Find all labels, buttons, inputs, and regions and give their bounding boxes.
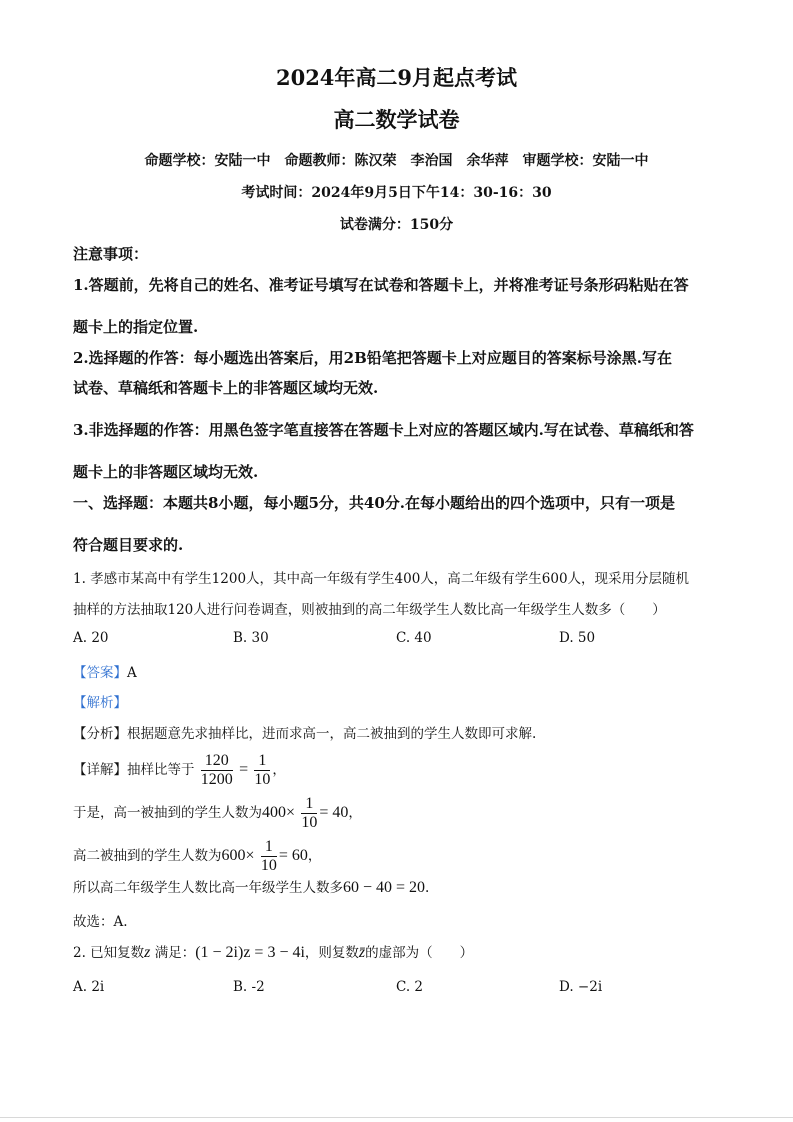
fraction-numerator: 1 bbox=[254, 752, 270, 771]
q2-equation: (1 − 2i)z = 3 − 4i bbox=[195, 944, 305, 961]
fenxi-tag: 【分析】 bbox=[73, 726, 127, 742]
fraction-numerator: 1 bbox=[261, 838, 277, 857]
note-3-line-1: 3.非选择题的作答：用黑色签字笔直接答在答题卡上对应的答题区域内.写在试卷、草稿纸和答 bbox=[73, 421, 694, 439]
note-2-line-2: 试卷、草稿纸和答题卡上的非答题区域均无效. bbox=[73, 379, 379, 397]
note-1-line-1: 1.答题前，先将自己的姓名、准考证号填写在试卷和答题卡上，并将准考证号条形码粘贴在答 bbox=[73, 276, 689, 294]
note-2-line-1: 2.选择题的作答：每小题选出答案后，用2B铅笔把答题卡上对应题目的答案标号涂黑.写在 bbox=[73, 349, 673, 367]
q1-conclusion: 故选：A. bbox=[73, 914, 128, 930]
fenxi-text: 根据题意先求抽样比，进而求高一，高二被抽到的学生人数即可求解. bbox=[127, 726, 537, 742]
section-1-line-1: 一、选择题：本题共8小题，每小题5分，共40分.在每小题给出的四个选项中，只有一项是 bbox=[73, 494, 675, 512]
q1-step-3 bbox=[73, 838, 321, 875]
step-3-text: 高二被抽到的学生人数为 bbox=[73, 848, 222, 864]
answer-tag: 【答案】 bbox=[73, 665, 127, 681]
q2-stem bbox=[73, 941, 473, 962]
exam-title: 2024年高二9月起点考试 bbox=[275, 65, 518, 90]
q2-var-zbar: z̄ bbox=[358, 944, 366, 961]
q2-stem-mid2: ，则复数 bbox=[304, 945, 359, 961]
q1-fenxi-line bbox=[73, 722, 536, 742]
q1-stem-line-1: 1. 孝感市某高中有学生1200人，其中高一年级有学生400人，高二年级有学生600人，现采用分层随机 bbox=[73, 571, 690, 587]
comma: ， bbox=[272, 762, 286, 778]
q1-option-a: A. 20 bbox=[73, 630, 109, 646]
q2-option-a: A. 2i bbox=[73, 979, 105, 995]
step-2-text: 于是，高一被抽到的学生人数为 bbox=[73, 805, 262, 821]
q2-stem-prefix: 2. 已知复数 bbox=[73, 945, 145, 961]
comma: ， bbox=[307, 848, 322, 864]
xiangjie-text: 抽样比等于 bbox=[127, 762, 195, 778]
step-3-lhs: 600× bbox=[221, 847, 255, 864]
equals-sign: = bbox=[239, 761, 249, 778]
section-1-line-2: 符合题目要求的. bbox=[73, 536, 184, 554]
fraction-denominator: 10 bbox=[301, 814, 318, 831]
q2-var-z: z bbox=[144, 944, 151, 961]
q1-xiangjie-line bbox=[73, 752, 286, 789]
exam-time: 考试时间：2024年9月5日下午14：30-16：30 bbox=[241, 185, 552, 201]
q1-step-2 bbox=[73, 795, 362, 832]
step-2-lhs: 400× bbox=[262, 804, 296, 821]
page-bottom-divider bbox=[0, 1117, 793, 1118]
fraction-1-over-10 bbox=[261, 838, 277, 875]
fraction-numerator: 1 bbox=[301, 795, 317, 814]
q1-option-d: D. 50 bbox=[559, 630, 596, 646]
xiangjie-tag: 【详解】 bbox=[73, 762, 127, 778]
fraction-1-over-10 bbox=[301, 795, 317, 832]
q2-option-d: D. −2i bbox=[559, 979, 603, 995]
exam-subtitle: 高二数学试卷 bbox=[333, 107, 460, 132]
note-3-line-2: 题卡上的非答题区域均无效. bbox=[73, 463, 259, 481]
full-score: 试卷满分：150分 bbox=[339, 217, 454, 233]
fraction-denominator: 10 bbox=[254, 771, 271, 788]
period: . bbox=[425, 880, 430, 896]
comma: ， bbox=[348, 805, 362, 821]
q1-option-b: B. 30 bbox=[233, 630, 269, 646]
q1-step-4 bbox=[73, 876, 429, 897]
q2-option-b: B. -2 bbox=[233, 979, 265, 995]
fraction-denominator: 10 bbox=[260, 857, 277, 874]
fraction-1-over-10 bbox=[254, 752, 270, 789]
step-3-rhs: = 60 bbox=[278, 847, 308, 864]
q1-option-c: C. 40 bbox=[396, 630, 432, 646]
note-1-line-2: 题卡上的指定位置. bbox=[73, 318, 199, 336]
authors-line: 命题学校：安陆一中 命题教师：陈汉荣 李治国 余华萍 审题学校：安陆一中 bbox=[144, 153, 649, 169]
step-2-rhs: = 40 bbox=[319, 804, 349, 821]
analysis-tag: 【解析】 bbox=[73, 695, 127, 711]
fraction-denominator: 1200 bbox=[200, 771, 233, 788]
answer-value: A bbox=[127, 665, 137, 681]
step-4-math: 60 − 40 = 20 bbox=[343, 879, 426, 896]
q2-stem-mid: 满足： bbox=[154, 945, 196, 961]
fraction-numerator: 120 bbox=[201, 752, 233, 771]
notes-heading: 注意事项： bbox=[73, 245, 149, 263]
q2-option-c: C. 2 bbox=[396, 979, 424, 995]
q1-answer-line bbox=[73, 661, 137, 681]
fraction-120-over-1200 bbox=[201, 752, 233, 789]
q1-stem-line-2: 抽样的方法抽取120人进行问卷调查，则被抽到的高二年级学生人数比高一年级学生人数多（ ） bbox=[73, 602, 666, 618]
q2-stem-suffix: 的虚部为（ ） bbox=[365, 945, 474, 961]
step-4-text: 所以高二年级学生人数比高一年级学生人数多 bbox=[73, 880, 343, 896]
